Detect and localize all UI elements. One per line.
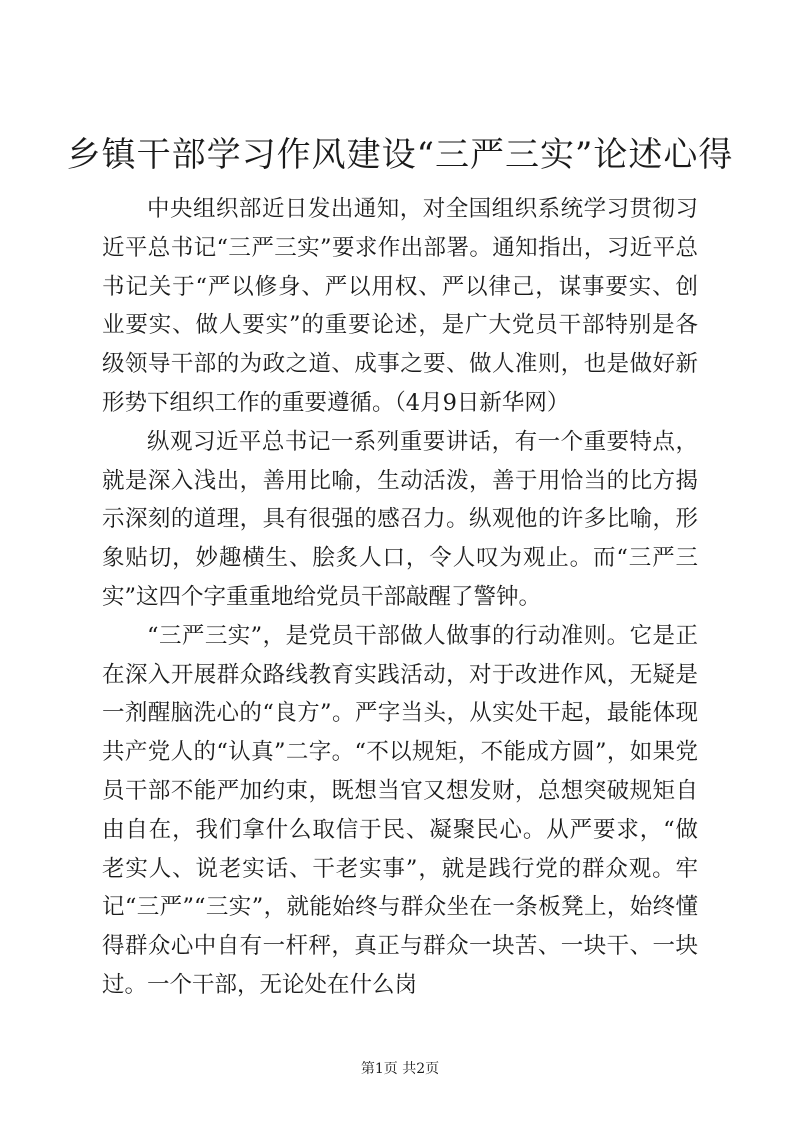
page-number-footer: 第1页 共2页 xyxy=(360,1061,440,1077)
paragraph-2: 纵观习近平总书记一系列重要讲话，有一个重要特点，就是深入浅出，善用比喻，生动活泼，善于用恰当的比方揭示深刻的道理，具有很强的感召力。纵观他的许多比喻，形象贴切，妙趣横生、脍炙人口，令人叹为观止。而“三严三实”这四个字重重地给党员干部敲醒了警钟。 xyxy=(102,428,698,610)
paragraph-3: “三严三实”，是党员干部做人做事的行动准则。它是正在深入开展群众路线教育实践活动，对于改进作风，无疑是一剂醒脑洗心的“良方”。严字当头，从实处干起，最能体现共产党人的“认真”二字。“不以规矩，不能成方圆”，如果党员干部不能严加约束，既想当官又想发财，总想突破规矩自由自在，我们拿什么取信于民、凝聚民心。从严要求，“做老实人、说老实话、干老实事”，就是践行党的群众观。牢记“三严”“三实”，就能始终与群众坐在一条板凳上，始终懂得群众心中自有一杆秤，真正与群众一块苦、一块干、一块过。一个干部，无论处在什么岗 xyxy=(102,622,698,998)
paragraph-1: 中央组织部近日发出通知，对全国组织系统学习贯彻习近平总书记“三严三实”要求作出部署。通知指出，习近平总书记关于“严以修身、严以用权、严以律己，谋事要实、创业要实、做人要实”的重要论述，是广大党员干部特别是各级领导干部的为政之道、成事之要、做人准则，也是做好新形势下组织工作的重要遵循。（4月9日新华网） xyxy=(102,196,698,416)
document-body xyxy=(102,190,698,1005)
document-title: 乡镇干部学习作风建设“三严三实”论述心得 xyxy=(66,135,734,175)
